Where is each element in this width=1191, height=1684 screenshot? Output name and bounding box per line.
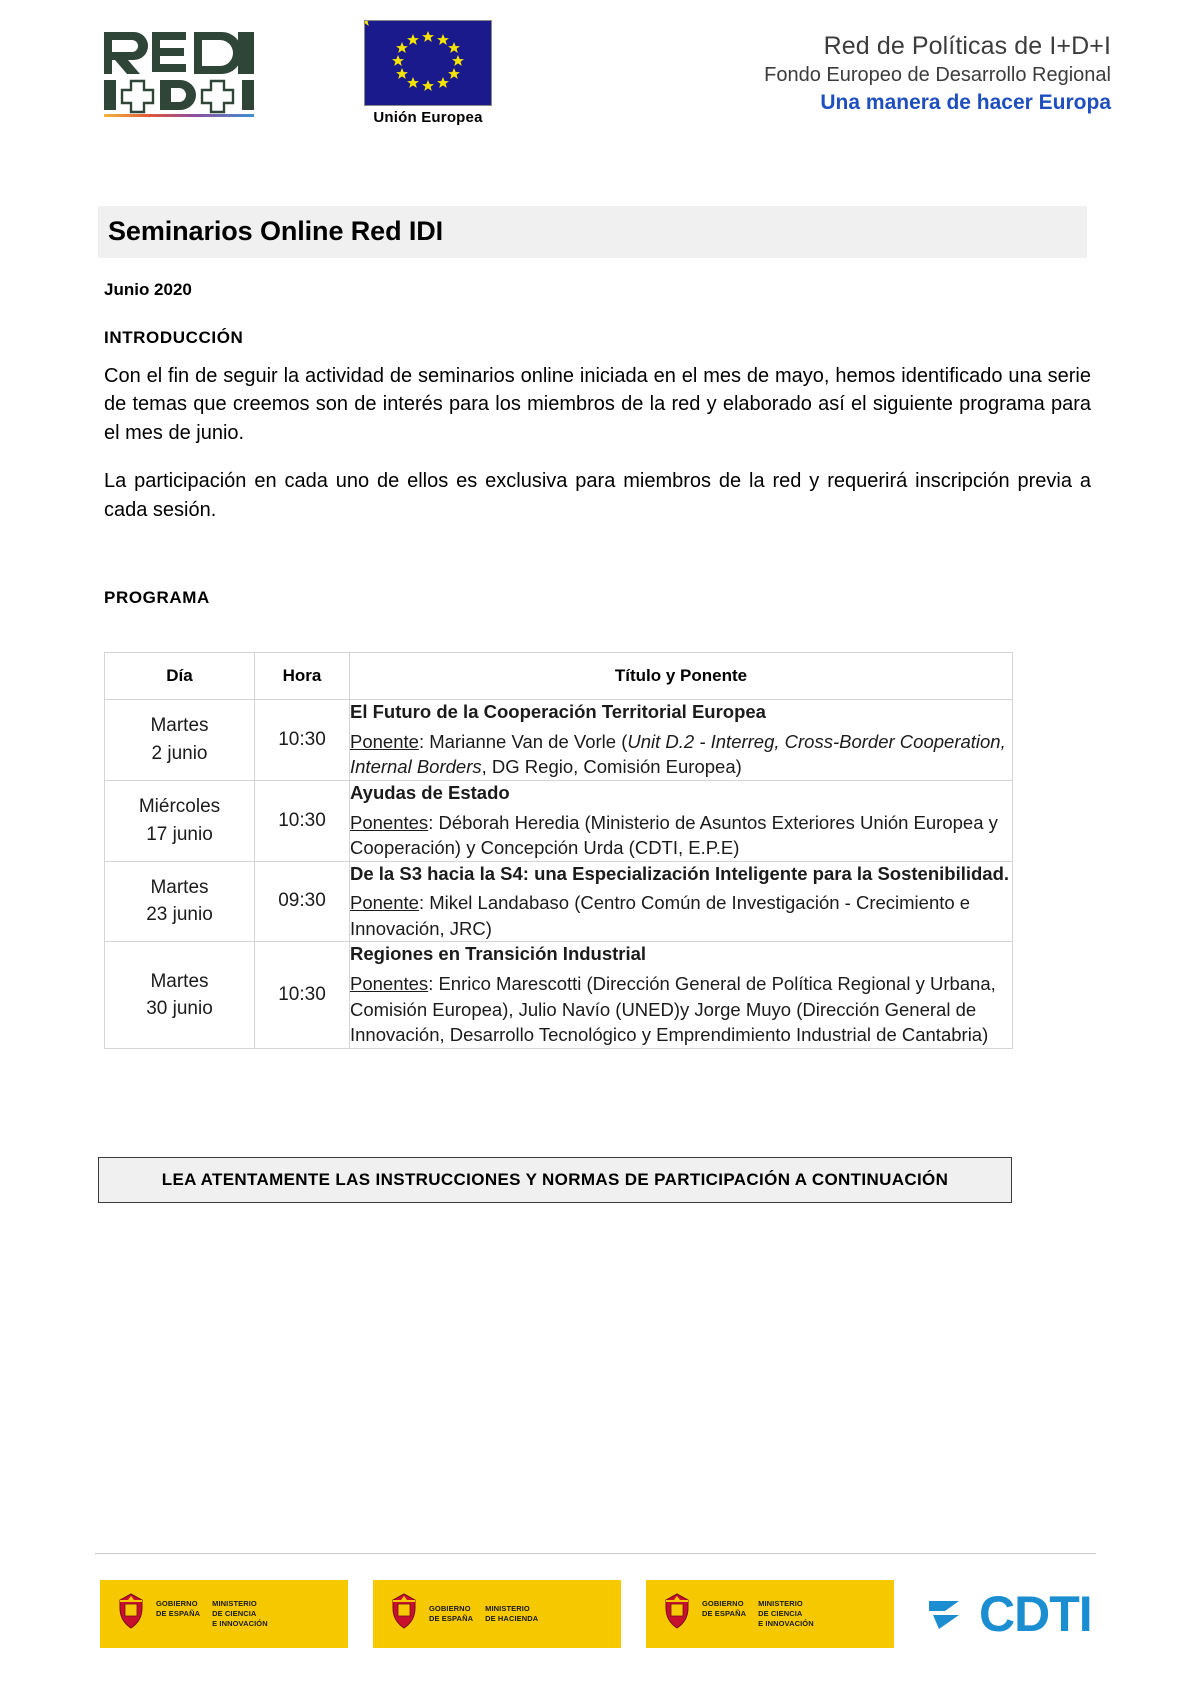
introduccion-heading: INTRODUCCIÓN — [104, 328, 244, 347]
header-program-text — [764, 18, 1111, 116]
session-title: De la S3 hacia la S4: una Especialización Inteligente para la Sostenibilidad. — [350, 862, 1010, 884]
european-union-logo — [364, 20, 492, 126]
ponente-label: Ponentes — [350, 811, 429, 833]
ministerio-line-3: E INNOVACIÓN — [212, 1619, 268, 1629]
cell-titulo-ponente — [350, 861, 1013, 942]
spain-coat-of-arms-icon — [660, 1592, 694, 1636]
ponente-separator: : — [428, 811, 439, 833]
table-row — [105, 861, 1013, 942]
ministerio-line-1: MINISTERIO — [485, 1603, 530, 1613]
ponente-text-pre: Marianne Van de Vorle ( — [429, 730, 628, 752]
session-title: Ayudas de Estado — [350, 781, 510, 803]
table-header-row — [105, 652, 1013, 699]
programa-heading: PROGRAMA — [104, 587, 210, 607]
dia-date: 17 junio — [146, 823, 213, 845]
ponente-separator: : — [418, 730, 430, 752]
spain-coat-of-arms-icon — [387, 1592, 421, 1636]
session-speakers — [350, 810, 1012, 861]
header-slogan-line: Una manera de hacer Europa — [820, 90, 1111, 114]
session-speakers — [350, 890, 1012, 941]
cell-titulo-ponente — [350, 699, 1013, 780]
cell-dia — [105, 942, 255, 1048]
session-speakers — [350, 971, 1012, 1048]
spain-coat-of-arms-icon — [114, 1592, 148, 1636]
ponente-text-post: , DG Regio, Comisión Europea) — [481, 756, 742, 778]
ponente-label: Ponente — [350, 730, 419, 752]
eu-flag-icon — [364, 20, 492, 106]
instructions-notice-text: LEA ATENTAMENTE LAS INSTRUCCIONES Y NORMAS DE PARTICIPACIÓN A CONTINUACIÓN — [161, 1169, 949, 1189]
cdti-arrow-icon — [925, 1589, 973, 1640]
table-row — [105, 942, 1013, 1048]
document-date: Junio 2020 — [104, 280, 192, 299]
cell-hora: 10:30 — [255, 780, 350, 861]
session-title: El Futuro de la Cooperación Territorial Europea — [350, 700, 766, 722]
session-speakers — [350, 729, 1012, 780]
dia-weekday: Miércoles — [138, 796, 221, 818]
dia-date: 2 junio — [151, 742, 208, 764]
cdti-logo — [925, 1586, 1092, 1642]
gob-line-2: DE ESPAÑA — [702, 1608, 747, 1618]
ponente-text-pre: Mikel Landabaso (Centro Común de Investigación - Crecimiento e Innovación, JRC) — [350, 892, 971, 939]
document-content — [0, 206, 1191, 1049]
cell-dia — [105, 780, 255, 861]
instructions-notice-banner — [98, 1157, 1012, 1203]
ponente-separator: : — [418, 892, 430, 914]
ponente-text-pre: Déborah Heredia (Ministerio de Asuntos Exteriores Unión Europea y Cooperación) y Concepción Urda (CDTI, E.P.E) — [350, 811, 998, 859]
gob-line-2: DE ESPAÑA — [156, 1608, 201, 1618]
header-title-line: Red de Políticas de I+D+I — [823, 32, 1111, 60]
ponente-label: Ponente — [350, 892, 419, 914]
column-header-dia: Día — [105, 652, 255, 699]
cell-dia — [105, 699, 255, 780]
document-title-bar — [98, 206, 1087, 258]
session-title: Regiones en Transición Industrial — [350, 943, 647, 965]
cell-dia — [105, 861, 255, 942]
table-row — [105, 780, 1013, 861]
dia-weekday: Martes — [150, 715, 209, 737]
cell-hora: 09:30 — [255, 861, 350, 942]
gob-line-1: GOBIERNO — [156, 1598, 198, 1608]
dia-weekday: Martes — [150, 970, 209, 992]
ponente-label: Ponentes — [350, 973, 429, 995]
ministry-logo-ciencia-innovacion-2 — [646, 1580, 894, 1648]
ponente-text-italic: Unit D.2 - Interreg, Cross-Border Cooperation, Internal Borders — [350, 730, 1006, 778]
ministry-logo-text — [156, 1599, 268, 1629]
page-header — [0, 0, 1191, 126]
ministerio-line-2: DE CIENCIA — [758, 1608, 803, 1618]
ponente-text-pre: Enrico Marescotti (Dirección General de Política Regional y Urbana, Comisión Europea), Julio Navío (UNED)y Jorge Muyo (Dirección General de Innovación, Desarrollo Tecnológico y Emprendimiento Industrial de Cantabria) — [350, 973, 996, 1046]
intro-paragraph-1: Con el fin de seguir la actividad de seminarios online iniciada en el mes de mayo, hemos identificado una serie de temas que creemos son de interés para los miembros de la red y elaborado así el siguiente programa para el mes de junio. — [104, 365, 1091, 444]
cell-titulo-ponente — [350, 780, 1013, 861]
dia-date: 30 junio — [146, 998, 213, 1020]
ministerio-line-3: E INNOVACIÓN — [758, 1619, 814, 1629]
dia-weekday: Martes — [150, 876, 209, 898]
ministerio-line-2: DE HACIENDA — [485, 1614, 539, 1623]
cell-hora: 10:30 — [255, 942, 350, 1048]
page-title: Seminarios Online Red IDI — [108, 216, 444, 246]
gob-line-2: DE ESPAÑA — [429, 1614, 474, 1623]
programa-table — [104, 652, 1013, 1049]
ministry-logo-ciencia-innovacion — [100, 1580, 348, 1648]
cell-titulo-ponente — [350, 942, 1013, 1048]
ministry-logo-text — [429, 1604, 538, 1624]
footer-logo-strip — [0, 1554, 1191, 1648]
ministerio-line-2: DE CIENCIA — [212, 1608, 257, 1618]
ministerio-line-1: MINISTERIO — [758, 1598, 803, 1608]
eu-caption: Unión Europea — [373, 109, 483, 126]
cell-hora: 10:30 — [255, 699, 350, 780]
ministerio-line-1: MINISTERIO — [212, 1598, 257, 1608]
page-footer — [0, 1553, 1191, 1648]
header-subtitle-line: Fondo Europeo de Desarrollo Regional — [764, 63, 1111, 86]
red-idi-logo — [98, 26, 260, 118]
gob-line-1: GOBIERNO — [702, 1598, 744, 1608]
table-row — [105, 699, 1013, 780]
gob-line-1: GOBIERNO — [429, 1603, 471, 1613]
column-header-titulo: Título y Ponente — [350, 652, 1013, 699]
ponente-separator: : — [428, 973, 439, 995]
cdti-wordmark: CDTI — [979, 1586, 1092, 1642]
column-header-hora: Hora — [255, 652, 350, 699]
dia-date: 23 junio — [146, 904, 213, 926]
intro-paragraph-2: La participación en cada uno de ellos es exclusiva para miembros de la red y requerirá inscripción previa a cada sesión. — [104, 470, 1091, 521]
ministry-logo-text — [702, 1599, 814, 1629]
ministry-logo-hacienda — [373, 1580, 621, 1648]
